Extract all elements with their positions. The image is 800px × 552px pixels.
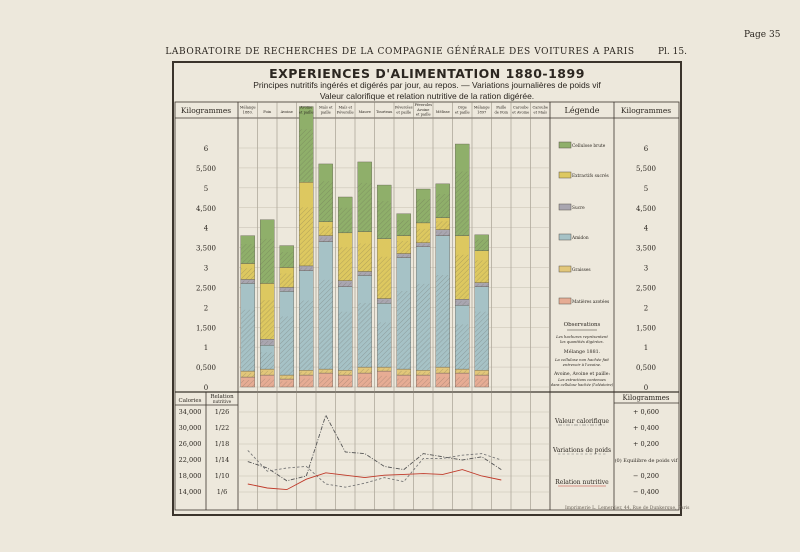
calories-tick-label: 14,000 [178, 488, 202, 496]
bar-digested-hatching [241, 281, 255, 284]
bar-digested-hatching [416, 372, 430, 375]
printer-imprint: Imprimerie L. Lemercier, 44, Rue de Dunkerque, Paris [565, 506, 690, 511]
bar-digested-hatching [358, 377, 372, 387]
right-y-tick-label: 6 [643, 145, 649, 153]
weight-tick-label: + 0,600 [632, 408, 660, 416]
category-label: Foin [263, 110, 272, 114]
bar-digested-hatching [280, 273, 294, 287]
right-y-tick-label: 2,500 [635, 284, 657, 293]
calories-tick-label: 26,000 [178, 440, 202, 448]
category-label: Maïs et [318, 105, 333, 110]
legend-swatch [559, 298, 571, 304]
relation-header: Relation [210, 394, 234, 400]
bar-digested-hatching [241, 373, 255, 377]
bar-digested-hatching [377, 322, 391, 367]
observation-text: Les hachures représentent [556, 334, 608, 339]
bar-digested-hatching [455, 172, 469, 236]
bar-digested-hatching [397, 379, 411, 387]
right-y-tick-label: 3,500 [635, 244, 657, 253]
bar-digested-hatching [377, 376, 391, 387]
right-y-tick-label: 2 [643, 304, 649, 313]
bar-digested-hatching [455, 370, 469, 373]
chart-title: EXPERIENCES D'ALIMENTATION 1880-1899 [269, 66, 585, 81]
bar-digested-hatching [475, 240, 489, 251]
left-y-tick-label: 3 [203, 264, 209, 273]
weight-tick-label: + 0,200 [632, 440, 660, 448]
bar-digested-hatching [436, 221, 450, 229]
category-label: Mélisse [435, 110, 450, 114]
category-label: Orge [457, 105, 467, 110]
category-label: Avoine [280, 110, 293, 114]
bar-digested-hatching [475, 379, 489, 387]
category-label: Caroube [532, 105, 549, 110]
bar-digested-hatching [260, 379, 274, 387]
bar-digested-hatching [280, 381, 294, 387]
bar-digested-hatching [475, 312, 489, 371]
bar-digested-hatching [280, 252, 294, 267]
left-y-tick-label: 1,500 [195, 324, 217, 333]
bar-digested-hatching [475, 284, 489, 287]
calories-tick-label: 18,000 [178, 472, 202, 480]
bar-digested-hatching [319, 226, 333, 236]
calories-tick-label: 34,000 [178, 408, 202, 416]
bar-digested-hatching [299, 372, 313, 375]
bar-digested-hatching [377, 300, 391, 303]
chart-subtitle-1: Principes nutritifs ingérés et digérés par jour, au repos. — Variations journalières de poids vif [253, 80, 601, 90]
bar-digested-hatching [436, 231, 450, 235]
bar-digested-hatching [455, 377, 469, 387]
bar-digested-hatching [436, 194, 450, 218]
bar-digested-hatching [241, 244, 255, 264]
laboratory-header: LABORATOIRE DE RECHERCHES DE LA COMPAGNIE GÉNÉRALE DES VOITURES A PARIS [165, 47, 635, 57]
left-y-tick-label: 5,500 [195, 164, 217, 173]
category-label: et paille [415, 112, 431, 117]
category-label: Paille [496, 105, 507, 110]
right-y-tick-label: 4 [643, 224, 649, 233]
category-label: Féveroles [414, 103, 433, 107]
category-label: Féveroles [394, 105, 413, 110]
plate-number: Pl. 15. [658, 47, 687, 57]
left-y-tick-label: 6 [203, 145, 209, 153]
observation-text: entrevoir à l'avoine. [562, 362, 602, 367]
bar-digested-hatching [416, 284, 430, 370]
line-series-label: Relation nutritive [555, 479, 609, 486]
bar-digested-hatching [416, 379, 430, 387]
bar-digested-hatching [358, 183, 372, 232]
bar-digested-hatching [241, 380, 255, 387]
bar-digested-hatching [358, 303, 372, 367]
right-y-tick-label: 1,500 [635, 324, 657, 333]
bar-digested-hatching [397, 255, 411, 258]
observation-heading: Mélange 1881. [563, 350, 601, 355]
observations-title: Observations [563, 322, 601, 328]
observation-text: Les extractions contenues [558, 378, 606, 382]
bar-digested-hatching [377, 257, 391, 299]
left-y-tick-label: 1 [203, 344, 209, 353]
legend-title: Légende [564, 106, 600, 115]
lower-right-header: Kilogrammes [622, 394, 670, 402]
bar-digested-hatching [260, 239, 274, 284]
bar-digested-hatching [455, 301, 469, 305]
bar-digested-hatching [377, 201, 391, 239]
legend-label: Matières azotées [572, 300, 610, 305]
calories-tick-label: 30,000 [178, 424, 202, 432]
legend-swatch [559, 266, 571, 272]
right-y-tick-label: 3 [643, 264, 649, 273]
category-label: et Maïs [533, 110, 548, 115]
right-y-tick-label: 0 [643, 384, 649, 392]
bar-digested-hatching [455, 324, 469, 369]
left-y-tick-label: 0,500 [195, 364, 217, 373]
legend-swatch [559, 204, 571, 210]
calories-tick-label: 22,000 [178, 456, 202, 464]
observation-heading: Avoine, Avoine et paille: [553, 372, 611, 377]
category-label: et Avoine [512, 110, 530, 115]
page-number: Page 35 [744, 30, 781, 40]
relation-tick-label: 1/22 [214, 424, 230, 432]
bar-digested-hatching [358, 244, 372, 272]
right-y-tick-label: 0,500 [635, 364, 657, 373]
bar-digested-hatching [319, 237, 333, 241]
legend-swatch [559, 172, 571, 178]
category-label: paille [320, 110, 331, 115]
bar-digested-hatching [436, 369, 450, 373]
bar-digested-hatching [416, 229, 430, 243]
bar-digested-hatching [338, 282, 352, 286]
bar-digested-hatching [241, 310, 255, 371]
bar-digested-hatching [397, 371, 411, 375]
bar-digested-hatching [319, 377, 333, 387]
legend-label: Sucre [572, 206, 585, 211]
bar-digested-hatching [397, 291, 411, 369]
bar-digested-hatching [377, 368, 391, 371]
category-label: Mélange [239, 105, 256, 110]
bar-digested-hatching [260, 371, 274, 375]
bar-digested-hatching [319, 181, 333, 221]
bar-digested-hatching [338, 372, 352, 375]
bar-digested-hatching [299, 301, 313, 371]
bar-digested-hatching [280, 289, 294, 292]
relation-tick-label: 1/10 [214, 472, 230, 480]
category-label: 1880. [242, 110, 253, 115]
left-y-tick-label: 4,500 [195, 204, 217, 213]
category-label: Caroube [512, 105, 529, 110]
category-label: de Foin [494, 110, 508, 115]
legend-label: Cellulose brute [572, 144, 606, 149]
relation-tick-label: 1/26 [214, 408, 230, 416]
left-axis-title: Kilogrammes [180, 106, 232, 115]
bar-digested-hatching [299, 379, 313, 387]
bar-digested-hatching [299, 207, 313, 266]
left-y-tick-label: 5 [203, 184, 209, 193]
bar-digested-hatching [338, 208, 352, 233]
category-label: et paille [298, 110, 314, 115]
right-y-tick-label: 1 [643, 344, 649, 353]
right-y-tick-label: 4,500 [635, 204, 657, 213]
category-label: Mauve [358, 110, 371, 114]
bar-digested-hatching [280, 376, 294, 379]
line-series-label: Valeur calorifique [555, 418, 609, 425]
legend-label: Graisses [572, 268, 591, 273]
left-y-tick-label: 2,500 [195, 284, 217, 293]
legend-swatch [559, 142, 571, 148]
bar-digested-hatching [416, 244, 430, 247]
left-y-tick-label: 3,500 [195, 244, 217, 253]
weight-tick-label: (0) Equilibre de poids vif [614, 458, 678, 464]
bar-digested-hatching [260, 352, 274, 369]
category-label: Tourteau [376, 110, 393, 114]
bar-digested-hatching [455, 255, 469, 300]
line-series-label: Variations de poids [552, 447, 612, 454]
legend-label: Extractifs sucrés [572, 174, 609, 179]
bar-digested-hatching [475, 372, 489, 375]
bar-digested-hatching [338, 247, 352, 280]
weight-tick-label: − 0,200 [632, 472, 660, 480]
category-label: et paille [396, 110, 412, 115]
category-label: Féverolle [336, 110, 354, 115]
bar-digested-hatching [416, 199, 430, 223]
left-y-tick-label: 4 [203, 224, 209, 233]
observation-text: les quantités digérées. [560, 339, 604, 344]
bar-digested-hatching [475, 260, 489, 282]
relation-tick-label: 1/14 [214, 456, 230, 464]
relation-tick-label: 1/6 [216, 488, 228, 496]
category-label: et paille [454, 110, 470, 115]
category-label: 1897 [477, 110, 487, 115]
category-label: Mélange [473, 105, 490, 110]
left-y-tick-label: 0 [203, 384, 209, 392]
right-axis-title: Kilogrammes [620, 106, 672, 115]
right-y-tick-label: 5,500 [635, 164, 657, 173]
bar-digested-hatching [358, 369, 372, 373]
bar-digested-hatching [299, 129, 313, 182]
legend-label: Amidon [572, 236, 589, 241]
observation-text: La cellulose non hachée fait [555, 357, 609, 362]
bar-digested-hatching [436, 377, 450, 387]
bar-digested-hatching [358, 273, 372, 276]
left-y-tick-label: 2 [203, 304, 209, 313]
bar-digested-hatching [280, 316, 294, 375]
bar-digested-hatching [338, 312, 352, 371]
bar-digested-hatching [436, 275, 450, 367]
legend-swatch [559, 234, 571, 240]
relation-tick-label: 1/18 [214, 440, 230, 448]
weight-tick-label: + 0,400 [632, 424, 660, 432]
calories-header: Calories [178, 398, 202, 404]
bar-digested-hatching [241, 268, 255, 279]
chart-subtitle-2: Valeur calorifique et relation nutritive de la ration digérée. [319, 91, 535, 101]
category-label: Avoine [417, 107, 430, 112]
bar-digested-hatching [260, 341, 274, 345]
right-y-tick-label: 5 [643, 184, 649, 193]
category-label: Avoine [300, 105, 313, 110]
bar-digested-hatching [299, 267, 313, 270]
relation-header-sub: nutritive [212, 399, 232, 404]
bar-digested-hatching [338, 379, 352, 387]
bar-digested-hatching [260, 300, 274, 339]
bar-digested-hatching [319, 370, 333, 373]
category-label: Maïs et [338, 105, 353, 110]
weight-tick-label: − 0,400 [632, 488, 660, 496]
bar-digested-hatching [397, 241, 411, 254]
observation-text: dans cellulose hachée (l'aléatoire) [550, 383, 614, 387]
bar-digested-hatching [319, 280, 333, 369]
bar-digested-hatching [397, 220, 411, 235]
